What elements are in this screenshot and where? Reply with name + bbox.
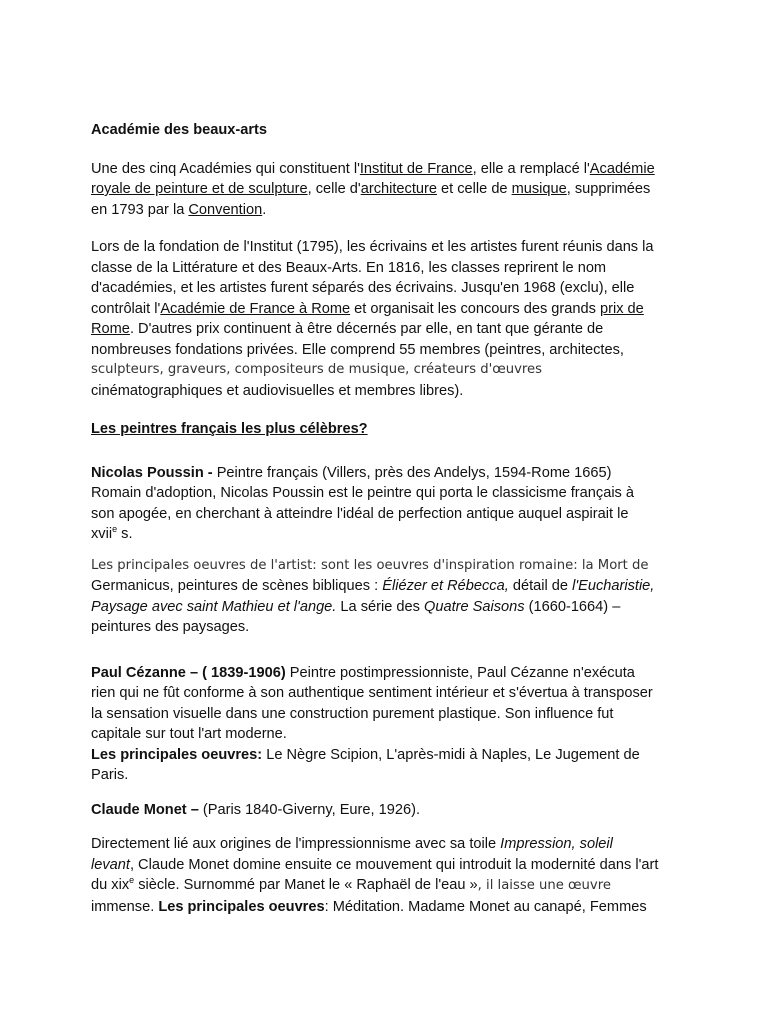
text-line [91, 834, 681, 855]
text: . [262, 201, 267, 218]
link-institut-de-france[interactable]: Institut de France [359, 160, 473, 177]
text: , il laisse une œuvre [477, 878, 611, 893]
text-line: sculpteurs, graveurs, compositeurs de musique, créateurs d'œuvres [91, 362, 543, 377]
text-line [91, 463, 681, 484]
text-line: Lors de la fondation de l'Institut (1795), les écrivains et les artistes furent réunis dans la [91, 239, 654, 255]
text-line: classe de la Littérature et des Beaux-Arts. En 1816, les classes reprirent le nom [91, 259, 607, 276]
text-line [91, 597, 681, 618]
link-convention[interactable]: Convention [188, 201, 263, 218]
link-prix-de-rome-cont[interactable]: Rome [91, 321, 130, 337]
text: et organisait les concours des grands [350, 300, 600, 317]
monet-paragraph [91, 834, 681, 917]
link-prix-de-rome[interactable]: prix de [599, 300, 644, 317]
link-architecture[interactable]: architecture [360, 181, 437, 197]
works-label: Les principales oeuvres: [91, 746, 263, 763]
text: : Méditation. Madame Monet au canapé, Femmes [324, 898, 647, 915]
text: xvii [91, 526, 113, 542]
cezanne-paragraph [91, 663, 681, 786]
text: Peintre postimpressionniste, Paul Cézanne n'exécuta [285, 664, 635, 681]
text: du xix [91, 877, 130, 893]
intro-paragraph [91, 159, 681, 221]
text-line [91, 897, 681, 918]
superscript: e [112, 524, 118, 535]
page-title: Académie des beaux-arts [91, 122, 268, 138]
work-title: Impression, soleil [500, 836, 613, 852]
link-musique[interactable]: musique [511, 181, 567, 197]
text: et celle de [436, 181, 512, 197]
painter-name: Nicolas Poussin - [91, 464, 217, 481]
work-title: Éliézer et Rébecca, [382, 578, 509, 594]
text-line [91, 663, 681, 684]
work-title: l'Eucharistie, [572, 578, 655, 594]
text-line: Romain d'adoption, Nicolas Poussin est le peintre qui porta le classicisme français à [91, 485, 635, 501]
text-line: la sensation visuelle dans une construction purement plastique. Son influence fut [91, 705, 614, 722]
works-label: Les principales oeuvres [158, 898, 325, 915]
text: . D'autres prix continuent à être décernés par elle, en tant que gérante de [129, 321, 604, 337]
text: en 1793 par la [91, 201, 189, 218]
work-title: levant [91, 856, 130, 873]
text: Une des cinq Académies qui constituent l' [91, 160, 360, 177]
text: Peintre français (Villers, près des Andelys, 1594-Rome 1665) [216, 464, 612, 481]
text-line: son apogée, en cherchant à atteindre l'idéal de perfection antique auquel aspirait le [91, 505, 629, 522]
text-line [91, 576, 681, 597]
text-line: Les principales oeuvres de l'artist: sont les oeuvres d'inspiration romaine: la Mort de [91, 557, 649, 573]
superscript: e [129, 875, 135, 886]
text-line: rien qui ne fût conforme à son authentique sentiment intérieur et s'évertua à transposer [91, 685, 653, 701]
text-line [91, 855, 681, 876]
text: siècle. Surnommé par Manet le « Raphaël de l'eau » [134, 877, 478, 893]
text: (1660-1664) – [524, 598, 621, 615]
text: , supprimées [566, 181, 651, 197]
text: (Paris 1840-Giverny, Eure, 1926). [202, 801, 421, 818]
work-title: Quatre Saisons [423, 598, 525, 615]
text-line: nombreuses fondations privées. Elle comprend 55 membres (peintres, architectes, [91, 341, 624, 358]
text: s. [117, 526, 133, 542]
work-title: Paysage avec saint Mathieu et l'ange. [91, 598, 337, 615]
text-line [91, 524, 681, 545]
text-line [91, 319, 681, 340]
poussin-paragraph [91, 463, 681, 545]
text: contrôlait l' [91, 300, 161, 317]
history-paragraph [91, 237, 681, 401]
text-line [91, 800, 681, 821]
text-line: capitale sur tout l'art moderne. [91, 726, 287, 742]
text-line: cinématographiques et audiovisuelles et membres libres). [91, 382, 464, 399]
section-heading: Les peintres français les plus célèbres? [91, 421, 368, 437]
text: Le Nègre Scipion, L'après-midi à Naples, Le Jugement de [262, 746, 640, 763]
text-line [91, 179, 681, 200]
link-academie-de-france-a-rome[interactable]: Académie de France à Rome [160, 300, 351, 317]
text: La série des [336, 598, 424, 615]
text-line [91, 200, 681, 221]
painter-name: Paul Cézanne – ( 1839-1906) [91, 664, 286, 681]
text: , elle a remplacé l' [472, 160, 590, 177]
text: Directement lié aux origines de l'impressionnisme avec sa toile [91, 836, 501, 852]
text: , Claude Monet domine ensuite ce mouvement qui introduit la modernité dans l'art [129, 856, 659, 873]
text-line: d'académies, et les artistes furent séparés des écrivains. Jusqu'en 1968 (exclu), elle [91, 280, 635, 296]
text-line [91, 299, 681, 320]
text-line [91, 159, 681, 180]
document-page [91, 120, 681, 917]
link-academie-royale[interactable]: Académie [589, 160, 655, 177]
painter-name: Claude Monet – [91, 801, 203, 818]
poussin-works-paragraph [91, 556, 681, 638]
link-academie-royale-cont[interactable]: royale de peinture et de sculpture [91, 181, 308, 197]
text: immense. [91, 898, 159, 915]
text-line: peintures des paysages. [91, 619, 250, 635]
monet-heading [91, 800, 681, 821]
text-line: Paris. [91, 767, 129, 783]
text: , celle d' [307, 181, 361, 197]
text: détail de [508, 578, 573, 594]
text-line [91, 875, 681, 897]
text-line [91, 745, 681, 766]
text: Germanicus, peintures de scènes bibliques : [91, 578, 383, 594]
